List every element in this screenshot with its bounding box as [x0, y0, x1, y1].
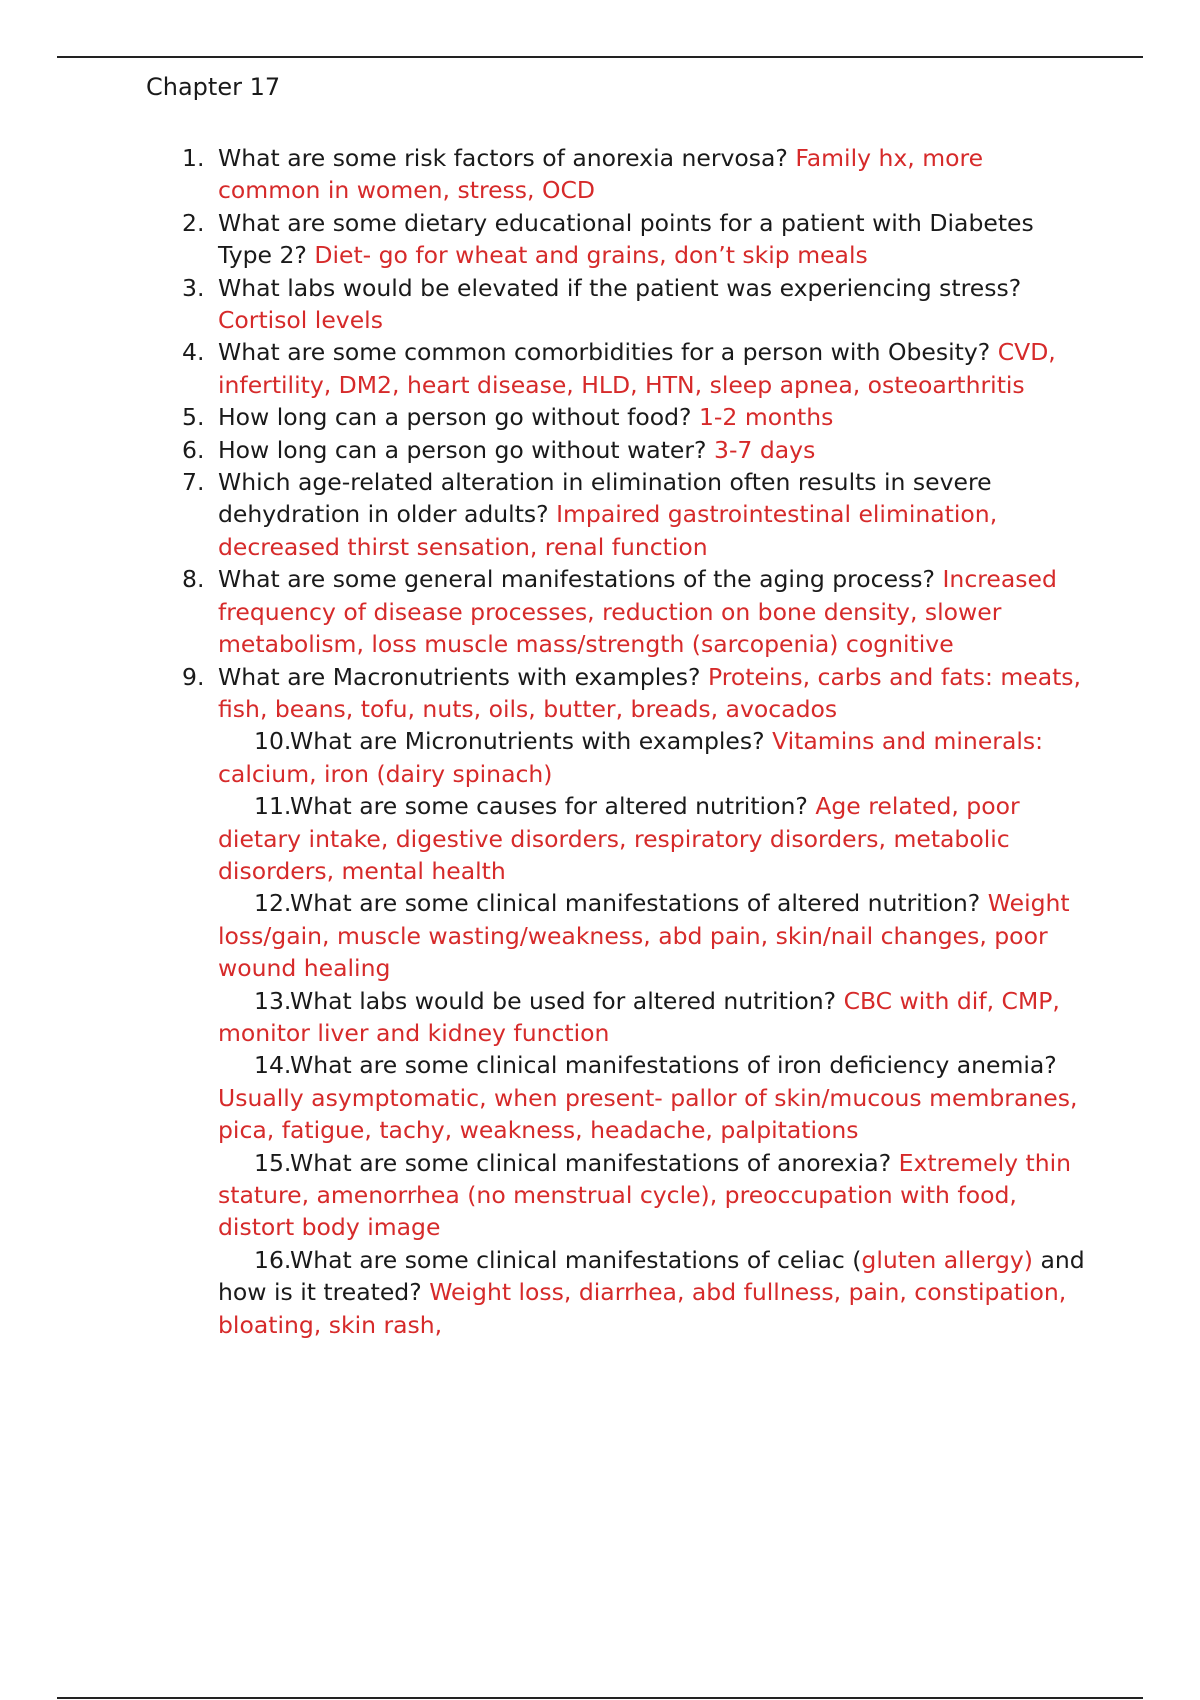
list-item: [0, 466, 1088, 563]
answer-text: Age related, poor dietary intake, digestive disorders, respiratory disorders, metabolic disorders, mental health: [218, 792, 1020, 885]
item-number: 13.: [254, 986, 292, 1015]
question-text: What are some clinical manifestations of iron deficiency anemia?: [290, 1051, 1057, 1080]
question-text: Which age-related alteration in elimination often results in severe dehydration in older adults?: [218, 468, 992, 529]
question-text: What are Micronutrients with examples?: [290, 727, 765, 756]
item-number: 10.: [254, 727, 292, 756]
question-text: What are some clinical manifestations of altered nutrition?: [290, 889, 981, 918]
list-item: [0, 401, 1088, 433]
top-rule: [57, 56, 1143, 58]
answer-text: Usually asymptomatic, when present- pallor of skin/mucous membranes, pica, fatigue, tachy, weakness, headache, palpitations: [218, 1083, 1078, 1145]
answer-text: Increased frequency of disease processes, reduction on bone density, slower metabolism, loss muscle mass/strength (sarcopenia) cognitive: [218, 565, 1057, 659]
item-number: 3.: [182, 273, 205, 302]
question-text: What labs would be elevated if the patient was experiencing stress?: [218, 273, 1022, 302]
item-number: 15.: [254, 1148, 292, 1177]
item-number: 9.: [182, 662, 205, 691]
question-text: What are some clinical manifestations of celiac (: [290, 1245, 862, 1274]
answer-text: Cortisol levels: [218, 306, 383, 335]
answer-text: Weight loss/gain, muscle wasting/weakness, abd pain, skin/nail changes, poor wound healing: [218, 889, 1070, 983]
question-text: What are some common comorbidities for a person with Obesity?: [218, 338, 991, 367]
question-text: What are some general manifestations of the aging process?: [218, 565, 936, 594]
item-number: 6.: [182, 435, 205, 464]
list-item: [0, 661, 1088, 726]
question-list: [0, 142, 1200, 1341]
item-number: 5.: [182, 403, 205, 432]
answer-text: Family hx, more common in women, stress, OCD: [218, 144, 984, 205]
answer-text: Proteins, carbs and fats: meats, fish, beans, tofu, nuts, oils, butter, breads, avocados: [218, 662, 1082, 723]
list-item: [0, 336, 1088, 401]
answer-text: Weight loss, diarrhea, abd fullness, pain, constipation, bloating, skin rash,: [218, 1278, 1067, 1339]
question-tail-text: and how is it treated?: [218, 1245, 1085, 1307]
list-item: [0, 207, 1088, 272]
answer-text: 3-7 days: [714, 435, 816, 464]
bottom-rule: [57, 1697, 1143, 1699]
chapter-title: Chapter 17: [146, 73, 281, 101]
item-number: 2.: [182, 208, 205, 237]
question-text: What are some risk factors of anorexia nervosa?: [218, 144, 788, 172]
inline-answer-text: gluten allergy): [861, 1245, 1033, 1274]
question-text: What are some dietary educational points for a patient with Diabetes Type 2?: [218, 208, 1034, 270]
list-item: [0, 272, 1088, 337]
list-item: [0, 434, 1088, 466]
answer-text: Diet- go for wheat and grains, don’t skip meals: [314, 241, 868, 270]
list-item: [0, 142, 1088, 207]
question-text: What are some clinical manifestations of anorexia?: [290, 1148, 892, 1177]
list-item: [0, 887, 1088, 984]
item-number: 7.: [182, 468, 205, 497]
item-number: 1.: [182, 144, 205, 172]
item-number: 14.: [254, 1051, 292, 1080]
answer-text: 1-2 months: [698, 403, 834, 432]
answer-text: Extremely thin stature, amenorrhea (no menstrual cycle), preoccupation with food, distort body image: [218, 1148, 1072, 1242]
item-number: 16.: [254, 1245, 292, 1274]
question-text: What are some causes for altered nutrition?: [290, 792, 808, 821]
answer-text: Vitamins and minerals: calcium, iron (dairy spinach): [218, 727, 1044, 788]
list-item: [0, 563, 1088, 660]
question-text: What labs would be used for altered nutrition?: [290, 986, 837, 1015]
item-number: 8.: [182, 565, 205, 594]
answer-text: Impaired gastrointestinal elimination, decreased thirst sensation, renal function: [218, 500, 998, 561]
list-item: [0, 1244, 1088, 1341]
list-item: [0, 725, 1088, 790]
item-number: 4.: [182, 338, 205, 367]
list-item: [0, 790, 1088, 887]
question-text: How long can a person go without food?: [218, 403, 692, 432]
item-number: 11.: [254, 792, 292, 821]
question-text: How long can a person go without water?: [218, 435, 707, 464]
list-item: [0, 985, 1088, 1050]
answer-text: CVD, infertility, DM2, heart disease, HLD, HTN, sleep apnea, osteoarthritis: [218, 338, 1056, 399]
list-item: [0, 1147, 1088, 1244]
question-text: What are Macronutrients with examples?: [218, 662, 701, 691]
list-item: [0, 1049, 1088, 1146]
answer-text: CBC with dif, CMP, monitor liver and kidney function: [218, 986, 1060, 1047]
item-number: 12.: [254, 889, 292, 918]
